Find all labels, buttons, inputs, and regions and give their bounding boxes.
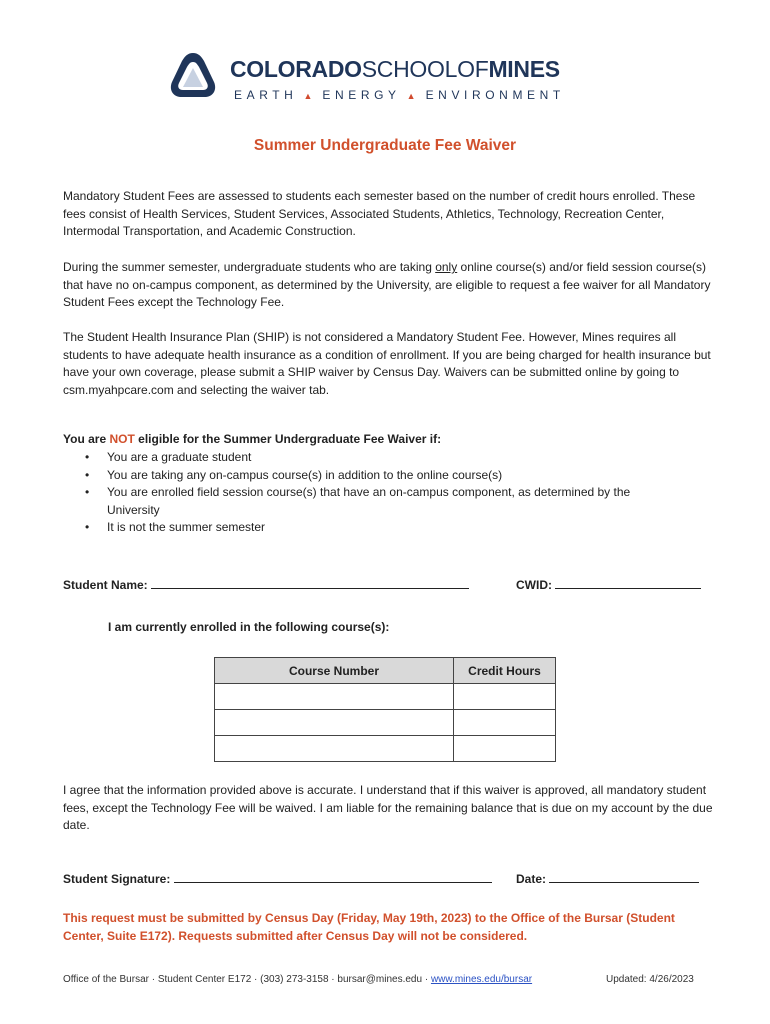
signature-label: Student Signature: [63, 872, 171, 886]
date-label: Date: [516, 872, 547, 886]
agreement-text: I agree that the information provided above is accurate. I understand that if this waiver is approved, all mandatory student fees, except the Technology Fee will be waived. I am liable for the remaining balance that is due on my account by the due date. [63, 783, 713, 833]
paragraph-ship: The Student Health Insurance Plan (SHIP) is not considered a Mandatory Student Fee. However, Mines requires all students to have adequate health insurance as a condition of enrollment. If you are being charged for health insurance but have your own coverage, please submit a SHIP waiver by Census Day. Waivers can be submitted online by going to csm.myahpcare.com and selecting the waiver tab. [63, 330, 711, 397]
triangle-icon: ▲ [406, 91, 416, 101]
list-item: • You are a graduate student [85, 450, 252, 464]
table-row [215, 710, 556, 736]
logo-tagline: EARTH ▲ ENERGY ▲ ENVIRONMENT [234, 88, 565, 102]
cwid-field [516, 578, 701, 592]
signature-field [63, 872, 492, 886]
triangle-icon: ▲ [303, 91, 313, 101]
courses-table [214, 657, 556, 762]
course-number-cell[interactable] [215, 710, 454, 736]
credit-hours-cell[interactable] [454, 736, 556, 762]
student-name-field [63, 578, 469, 592]
not-eligible-list [85, 449, 685, 537]
deadline-notice: This request must be submitted by Census Day (Friday, May 19th, 2023) to the Office of the Bursar (Student Center, Suite E172). Requests submitted after Census Day will not be considered. [63, 911, 675, 943]
student-name-label: Student Name: [63, 578, 148, 592]
cwid-input[interactable] [555, 588, 701, 589]
updated-date: Updated: 4/26/2023 [606, 974, 694, 985]
paragraph-summer-eligibility: During the summer semester, undergraduate students who are taking only online course(s) and/or field session course(s) that have no on-campus component, as determined by the University, are eligible to request a fee waiver for all Mandatory Student Fees except the Technology Fee. [63, 260, 711, 310]
credit-hours-cell[interactable] [454, 684, 556, 710]
table-row [215, 684, 556, 710]
course-number-cell[interactable] [215, 684, 454, 710]
mines-triangle-logo-icon [168, 50, 218, 102]
list-item: • It is not the summer semester [85, 520, 266, 535]
course-number-cell[interactable] [215, 736, 454, 762]
date-field [516, 872, 699, 886]
course-number-header: Course Number [215, 658, 454, 684]
paragraph-mandatory-fees: Mandatory Student Fees are assessed to students each semester based on the number of credit hours enrolled. These fees consist of Health Services, Student Services, Associated Students, Athletics, Technology, Recreation Center, Intermodal Transportation, and Academic Construction. [63, 189, 696, 239]
school-logo [168, 50, 608, 106]
footer-contact: Office of the Bursar · Student Center E172 · (303) 273-3158 · bursar@mines.edu · www.mines.edu/bursar [63, 974, 533, 985]
list-item: • You are taking any on-campus course(s) in addition to the online course(s) [85, 467, 503, 482]
enrolled-courses-label: I am currently enrolled in the following course(s): [108, 620, 390, 634]
page-title: Summer Undergraduate Fee Waiver [253, 137, 517, 154]
cwid-label: CWID: [516, 578, 552, 592]
list-item: • You are enrolled field session course(s) that have an on-campus component, as determined by the University [85, 485, 631, 517]
date-input[interactable] [549, 882, 699, 883]
not-eligible-heading: You are NOT eligible for the Summer Undergraduate Fee Waiver if: [63, 432, 442, 446]
bursar-website-link[interactable]: www.mines.edu/bursar [430, 974, 533, 985]
credit-hours-cell[interactable] [454, 710, 556, 736]
student-name-input[interactable] [151, 588, 469, 589]
credit-hours-header: Credit Hours [454, 658, 556, 684]
logo-wordmark: COLORADOSCHOOLOFMINES [230, 56, 560, 82]
table-row [215, 736, 556, 762]
signature-input[interactable] [174, 882, 492, 883]
